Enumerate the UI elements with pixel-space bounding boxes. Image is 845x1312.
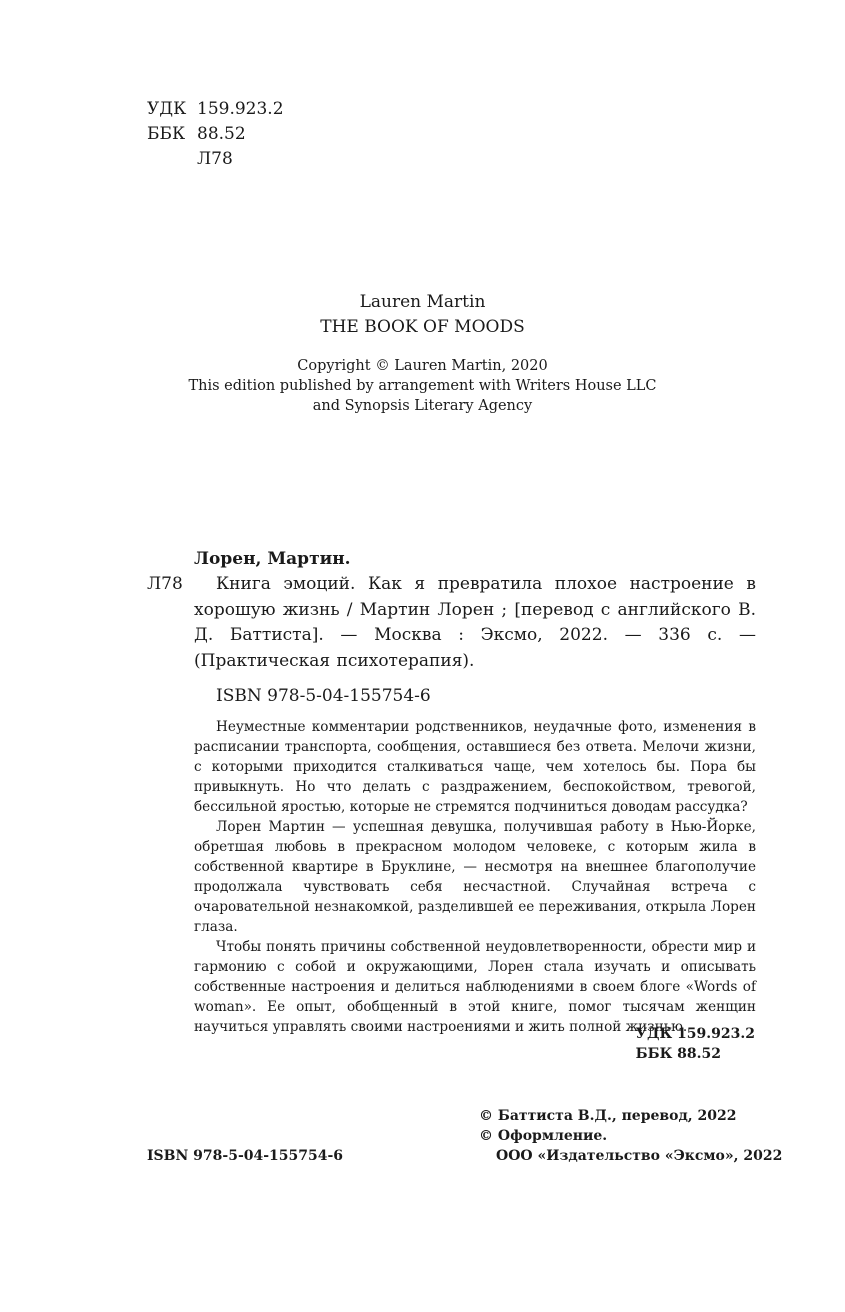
annotation-paragraph-2: Лорен Мартин — успешная девушка, получившая работу в Нью-Йорке, обретшая любовь в прекрасном молодом человеке, с которым жила в собственной квартире в Бруклине, — несмотря на внешнее благополучие продолжала чувствовать себя несчастной. Случайная встреча с очаровательной незнакомкой, разделившей ее переживания, открыла Лорен глаза. <box>194 819 756 935</box>
copyright-line-2: This edition published by arrangement with Writers House LLC <box>188 378 657 394</box>
classification-codes-bold <box>636 1024 755 1064</box>
udk-label: УДК <box>147 99 187 119</box>
udk-row <box>147 97 284 122</box>
bbk-bold: ББК 88.52 <box>635 1046 722 1062</box>
annotation-paragraph-3: Чтобы понять причины собственной неудовлетворенности, обрести мир и гармонию с собой и окружающими, Лорен стала изучать и описывать собственные настроения и делиться наблюдениями в своем блоге «Words of woman». Ее опыт, обобщенный в этой книге, помог тысячам женщин научиться управлять своими настроениями и жить полной жизнью. <box>194 939 756 1035</box>
classification-codes <box>147 97 284 172</box>
annotation <box>194 717 756 1037</box>
copyright-notice <box>0 356 845 416</box>
author-mark-row <box>147 147 284 172</box>
udk-bold: УДК 159.923.2 <box>635 1026 755 1042</box>
udk-value: 159.923.2 <box>197 99 284 119</box>
catalog-entry-description: Книга эмоций. Как я превратила плохое настроение в хорошую жизнь / Мартин Лорен ; [перевод с английского В. Д. Баттиста]. — Москва : Эксмо, 2022. — 336 с. — (Практическая психотерапия). <box>194 574 756 671</box>
bbk-value: 88.52 <box>197 124 246 144</box>
annotation-paragraph-1: Неуместные комментарии родственников, неудачные фото, изменения в расписании транспорта, сообщения, оставшиеся без ответа. Мелочи жизни, с которыми приходится сталкиваться чаще, чем хотелось бы. Пора бы привыкнуть. Но что делать с раздражением, беспокойством, тревогой, бессильной яростью, которые не стремятся подчиниться доводам рассудка? <box>194 719 756 815</box>
copyright-line-3: and Synopsis Literary Agency <box>312 398 533 414</box>
original-title: THE BOOK OF MOODS <box>320 317 525 337</box>
design-credit: © Оформление. <box>479 1128 608 1144</box>
isbn-bottom: ISBN 978-5-04-155754-6 <box>147 1148 344 1164</box>
catalog-entry-heading: Лорен, Мартин. <box>194 549 351 569</box>
original-author: Lauren Martin <box>359 292 486 312</box>
credits-block <box>479 1106 782 1166</box>
bbk-row <box>147 122 284 147</box>
copyright-line-1: Copyright © Lauren Martin, 2020 <box>297 358 548 374</box>
publisher-credit: ООО «Издательство «Эксмо», 2022 <box>496 1148 783 1164</box>
catalog-entry-isbn: ISBN 978-5-04-155754-6 <box>216 686 431 706</box>
author-mark: Л78 <box>197 149 233 169</box>
original-title-block <box>0 290 845 340</box>
catalog-entry-code: Л78 <box>147 574 183 594</box>
translation-credit: © Баттиста В.Д., перевод, 2022 <box>479 1108 737 1124</box>
bbk-label: ББК <box>147 124 186 144</box>
